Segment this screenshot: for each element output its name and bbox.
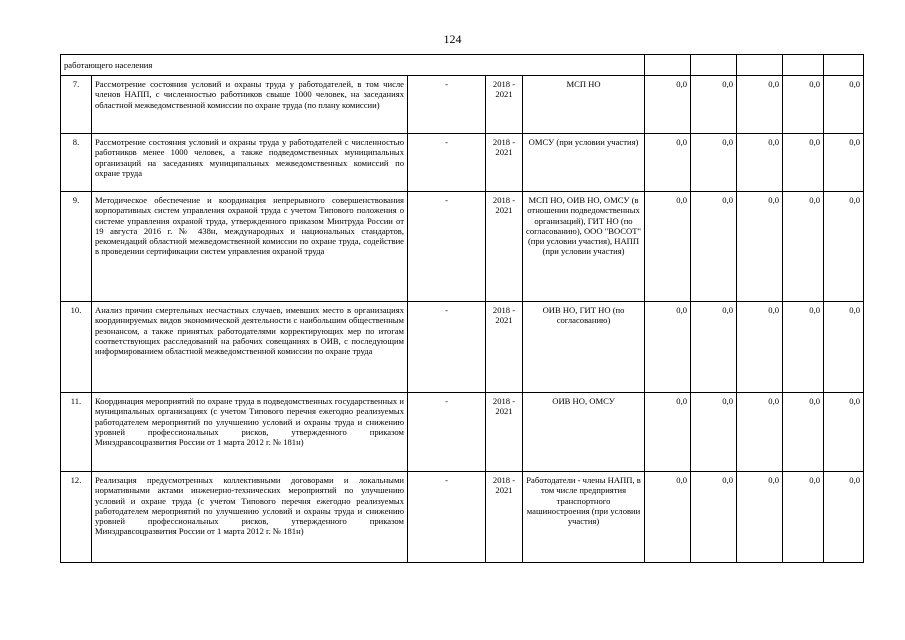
- table-row: [61, 472, 864, 563]
- funding-value-year-2: 0,0: [691, 76, 737, 134]
- funding-value-year-3: 0,0: [737, 302, 783, 393]
- row-number: 7.: [61, 76, 92, 134]
- funding-value-year-4: 0,0: [783, 134, 824, 192]
- row-number: 12.: [61, 472, 92, 563]
- measure-description: Анализ причин смертельных несчастных случаев, имевших место в организациях координируемых видов экономической деятельности с наибольшим общественным резонансом, а также принятых работодателями корректирующих мер по итогам соответствующих расследований на рабочих совещаниях в ОИВ, с последующим информированием областной межведомственной комиссии по охране труда: [92, 302, 408, 393]
- page-number: 124: [443, 32, 462, 46]
- funding-source-dash: -: [408, 134, 486, 192]
- funding-value-year-4: 0,0: [783, 76, 824, 134]
- measure-description: Методическое обеспечение и координация непрерывного совершенствования корпоративных систем управления охраной труда с учетом Типового положения о системе управления охраной труда, утвержденного приказом Минтруда России от 19 августа 2016 г. № 438н, международных и национальных стандартов, рекомендаций областной межведомственной комиссии по охране труда, содействие в проведении сертификации систем управления охраной труда: [92, 192, 408, 302]
- measure-description: Реализация предусмотренных коллективными договорами и локальными нормативными актами инженерно-технических мероприятий по улучшению условий и охране труда (с учетом Типового перечня ежегодно реализуемых работодателем мероприятий по улучшению условий и охраны труда и снижению уровней профессиональных рисков, утвержденного приказом Минздравсоцразвития России от 1 марта 2012 г. № 181н): [92, 472, 408, 563]
- funding-value-year-5: 0,0: [824, 134, 864, 192]
- continued-section-row: [61, 55, 864, 76]
- funding-value-year-2: 0,0: [691, 302, 737, 393]
- row-number: 8.: [61, 134, 92, 192]
- executor: ОИВ НО, ГИТ НО (по согласованию): [523, 302, 645, 393]
- funding-value-year-3: 0,0: [737, 76, 783, 134]
- table-row: [61, 393, 864, 472]
- funding-value-year-4: 0,0: [783, 302, 824, 393]
- funding-value-year-3: 0,0: [737, 192, 783, 302]
- empty-cell: [824, 55, 864, 76]
- funding-source-dash: -: [408, 302, 486, 393]
- funding-value-year-1: 0,0: [645, 393, 691, 472]
- funding-value-year-4: 0,0: [783, 393, 824, 472]
- funding-value-year-5: 0,0: [824, 192, 864, 302]
- funding-value-year-5: 0,0: [824, 76, 864, 134]
- funding-value-year-2: 0,0: [691, 393, 737, 472]
- continued-section-label: работающего населения: [61, 55, 645, 76]
- measures-table: [60, 54, 864, 563]
- measure-description: Рассмотрение состояния условий и охраны труда у работодателей, в том числе членов НАПП, с численностью работников свыше 1000 человек, на заседаниях областной межведомственной комиссии по охране труда (по плану комиссии): [92, 76, 408, 134]
- funding-value-year-4: 0,0: [783, 192, 824, 302]
- funding-value-year-3: 0,0: [737, 134, 783, 192]
- measure-description: Координация мероприятий по охране труда в подведомственных государственных и муниципальных организациях (с учетом Типового перечня ежегодно реализуемых работодателем мероприятий по улучшению условий и охраны труда и снижению уровней профессиональных рисков, утвержденного приказом Минздравсоцразвития России от 1 марта 2012 г. № 181н): [92, 393, 408, 472]
- implementation-years: 2018 - 2021: [486, 302, 523, 393]
- executor: ОИВ НО, ОМСУ: [523, 393, 645, 472]
- implementation-years: 2018 - 2021: [486, 76, 523, 134]
- executor: МСП НО, ОИВ НО, ОМСУ (в отношении подведомственных организаций), ГИТ НО (по согласованию), ООО "ВОСОТ" (при условии участия), НАПП (при условии участия): [523, 192, 645, 302]
- funding-source-dash: -: [408, 76, 486, 134]
- funding-value-year-1: 0,0: [645, 192, 691, 302]
- table-row: [61, 302, 864, 393]
- funding-value-year-4: 0,0: [783, 472, 824, 563]
- funding-value-year-2: 0,0: [691, 472, 737, 563]
- executor: МСП НО: [523, 76, 645, 134]
- empty-cell: [737, 55, 783, 76]
- funding-source-dash: -: [408, 472, 486, 563]
- implementation-years: 2018 - 2021: [486, 393, 523, 472]
- funding-value-year-2: 0,0: [691, 192, 737, 302]
- row-number: 10.: [61, 302, 92, 393]
- measure-description: Рассмотрение состояния условий и охраны труда у работодателей с численностью работников менее 1000 человек, а также подведомственных муниципальных организаций на заседаниях муниципальных межведомственных комиссий по охране труда: [92, 134, 408, 192]
- funding-value-year-2: 0,0: [691, 134, 737, 192]
- implementation-years: 2018 - 2021: [486, 472, 523, 563]
- funding-value-year-5: 0,0: [824, 302, 864, 393]
- funding-value-year-5: 0,0: [824, 472, 864, 563]
- executor: Работодатели - члены НАПП, в том числе предприятия транспортного машиностроения (при условии участия): [523, 472, 645, 563]
- table-row: [61, 76, 864, 134]
- implementation-years: 2018 - 2021: [486, 134, 523, 192]
- table-row: [61, 192, 864, 302]
- table-row: [61, 134, 864, 192]
- funding-value-year-3: 0,0: [737, 472, 783, 563]
- funding-value-year-1: 0,0: [645, 76, 691, 134]
- funding-value-year-1: 0,0: [645, 134, 691, 192]
- funding-source-dash: -: [408, 192, 486, 302]
- funding-value-year-3: 0,0: [737, 393, 783, 472]
- executor: ОМСУ (при условии участия): [523, 134, 645, 192]
- funding-value-year-5: 0,0: [824, 393, 864, 472]
- funding-source-dash: -: [408, 393, 486, 472]
- implementation-years: 2018 - 2021: [486, 192, 523, 302]
- empty-cell: [783, 55, 824, 76]
- funding-value-year-1: 0,0: [645, 302, 691, 393]
- empty-cell: [691, 55, 737, 76]
- row-number: 11.: [61, 393, 92, 472]
- empty-cell: [645, 55, 691, 76]
- funding-value-year-1: 0,0: [645, 472, 691, 563]
- row-number: 9.: [61, 192, 92, 302]
